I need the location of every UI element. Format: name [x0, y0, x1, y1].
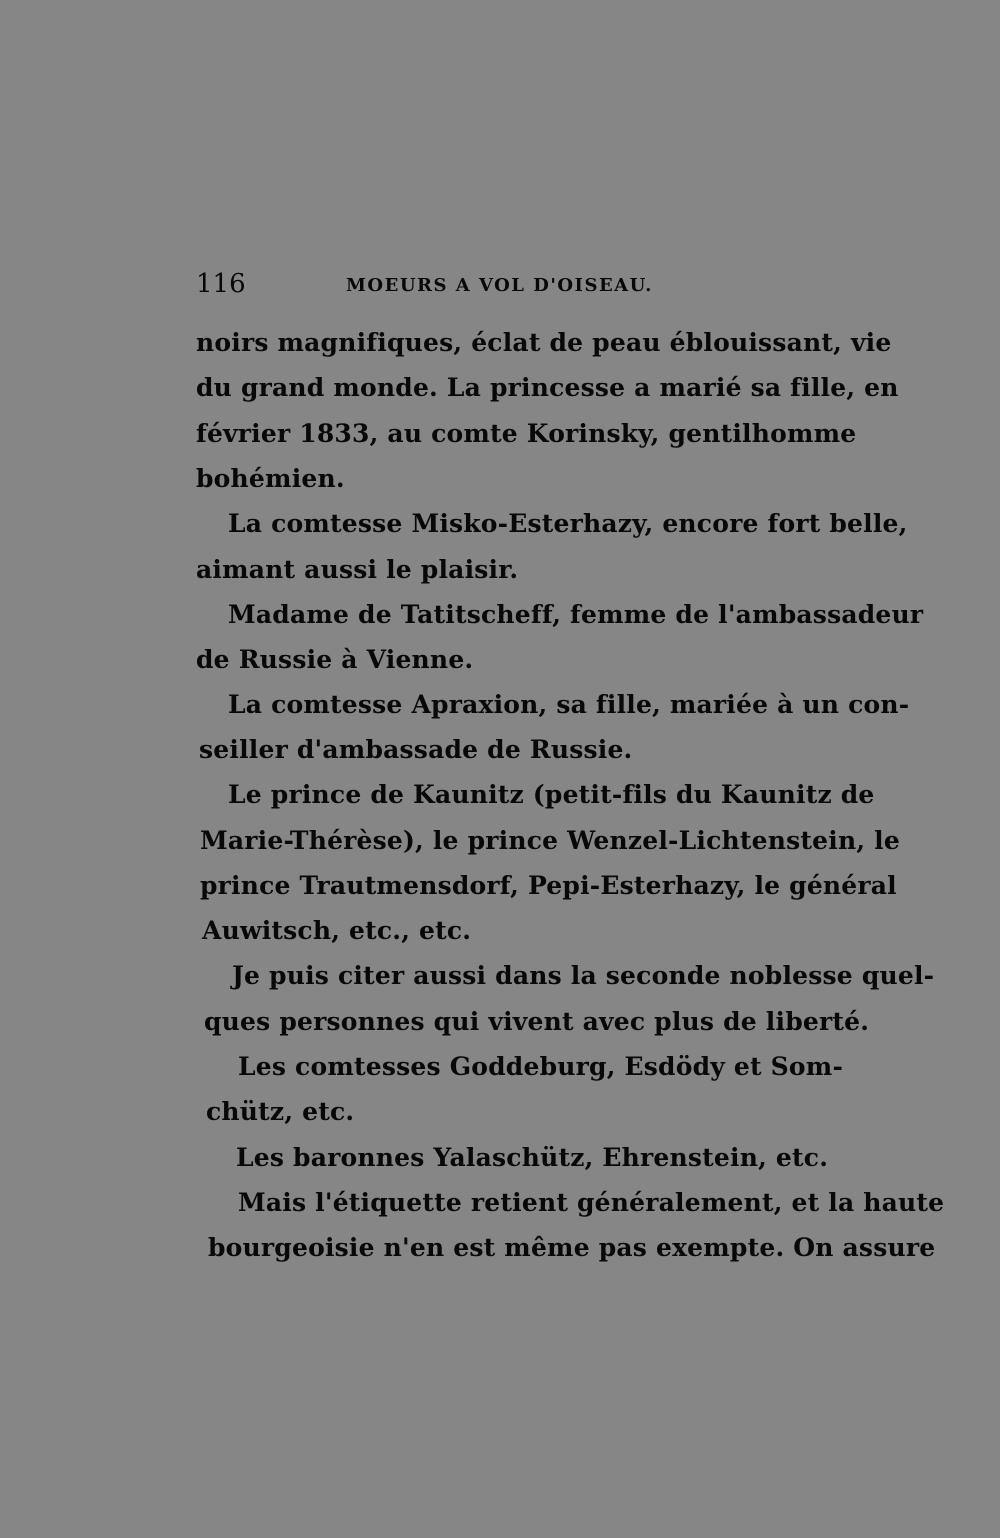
text-line: Marie-Thérèse), le prince Wenzel-Lichtenstein, le: [200, 826, 900, 855]
text-line: Les comtesses Goddeburg, Esdödy et Som-: [238, 1052, 844, 1081]
text-line: La comtesse Misko-Esterhazy, encore fort belle,: [228, 509, 908, 538]
page-number: 116: [196, 269, 246, 299]
text-line: ques personnes qui vivent avec plus de liberté.: [204, 1007, 870, 1036]
text-line: noirs magnifiques, éclat de peau éblouissant, vie: [196, 328, 892, 357]
text-line: février 1833, au comte Korinsky, gentilhomme: [196, 419, 857, 448]
text-line: prince Trautmensdorf, Pepi-Esterhazy, le général: [200, 871, 897, 900]
text-line: Les baronnes Yalaschütz, Ehrenstein, etc.: [236, 1143, 829, 1172]
page-header: [196, 264, 656, 304]
text-line: du grand monde. La princesse a marié sa fille, en: [196, 373, 899, 402]
text-line: Auwitsch, etc., etc.: [202, 916, 472, 945]
text-line: de Russie à Vienne.: [196, 645, 474, 674]
text-line: bohémien.: [196, 464, 345, 493]
running-title: MOEURS A VOL D'OISEAU.: [346, 275, 653, 296]
text-line: Mais l'étiquette retient généralement, et la haute: [238, 1188, 945, 1217]
text-line: aimant aussi le plaisir.: [196, 555, 519, 584]
text-line: chütz, etc.: [206, 1097, 355, 1126]
text-line: Madame de Tatitscheff, femme de l'ambassadeur: [228, 600, 924, 629]
text-line: seiller d'ambassade de Russie.: [199, 735, 633, 764]
text-line: Le prince de Kaunitz (petit-fils du Kaunitz de: [228, 780, 875, 809]
text-line: bourgeoisie n'en est même pas exempte. On assure: [208, 1233, 936, 1262]
text-line: La comtesse Apraxion, sa fille, mariée à un con-: [228, 690, 910, 719]
text-line: Je puis citer aussi dans la seconde noblesse quel-: [232, 961, 935, 990]
